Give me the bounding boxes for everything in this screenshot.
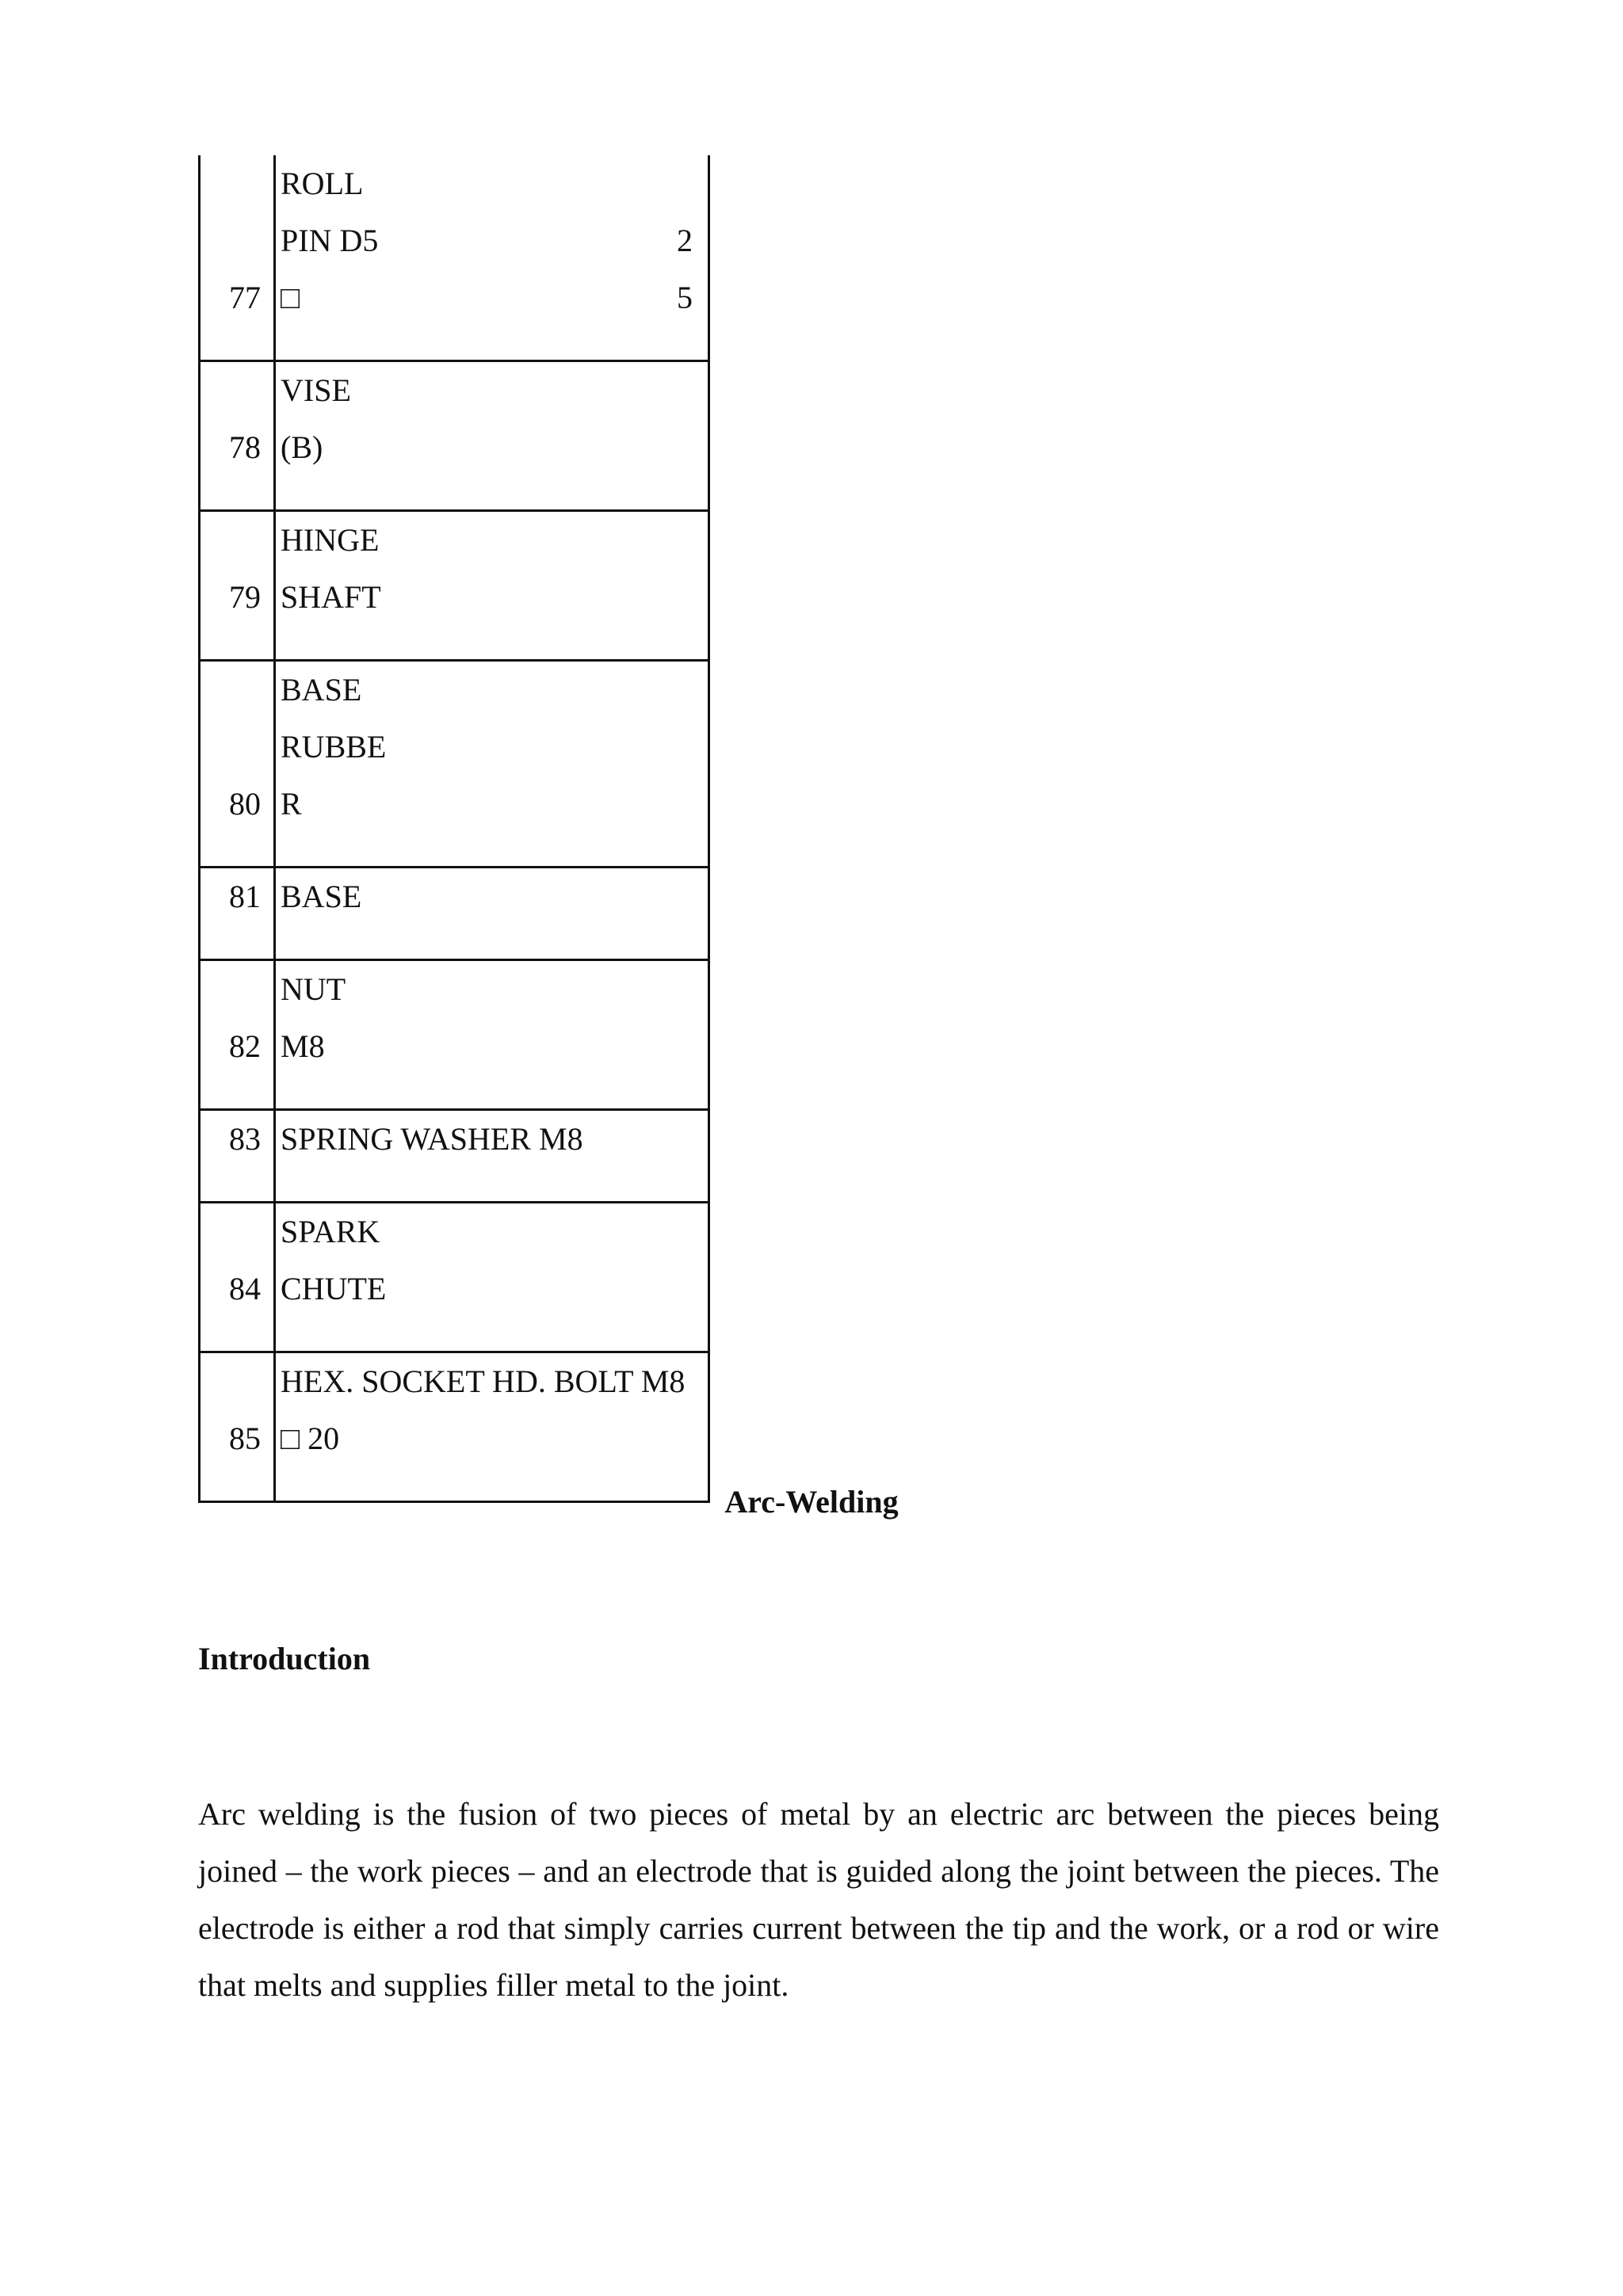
table-row [200,155,709,361]
part-number: 85 [200,1352,275,1502]
description-text: □ [281,280,300,315]
body-paragraph: Arc welding is the fusion of two pieces of metal by an electric arc between the pieces being joined – the work pieces – and an electrode that is guided along the joint between the pieces. The electrode is either a rod that simply carries current between the tip and the work, or a rod or wire that melts and supplies filler metal to the joint. [198,1796,1439,2003]
description-line: ROLL [281,166,364,201]
description-line: RUBBE [281,729,387,765]
description-line: CHUTE [281,1271,387,1306]
table-row [200,1110,709,1203]
part-number: 80 [200,661,275,868]
quantity-value: 5 [677,280,693,315]
description-line: □ 20 [281,1421,340,1456]
description-line: SPARK [281,1214,380,1249]
table-row [200,1203,709,1352]
part-number: 81 [200,868,275,960]
part-description [275,661,709,868]
table-row [200,511,709,661]
description-line: BASE [281,879,362,914]
part-number: 77 [200,155,275,361]
part-description [275,361,709,511]
description-line: HEX. SOCKET HD. BOLT M8 [281,1363,685,1399]
part-number: 78 [200,361,275,511]
description-line [281,212,703,269]
description-line [281,269,703,326]
quantity-value: 2 [677,223,693,258]
part-description [275,868,709,960]
description-line: R [281,786,302,822]
parts-table [198,155,710,1503]
description-line: HINGE [281,522,380,558]
table-row [200,661,709,868]
description-line: M8 [281,1028,325,1064]
description-line: (B) [281,429,323,465]
description-line: VISE [281,372,351,408]
part-description [275,155,709,361]
part-number: 83 [200,1110,275,1203]
description-line: BASE [281,672,362,707]
table-row [200,361,709,511]
description-text: PIN D5 [281,223,379,258]
description-line: SHAFT [281,579,381,615]
table-row [200,960,709,1110]
description-line: SPRING WASHER M8 [281,1121,583,1157]
part-description [275,1203,709,1352]
table-row [200,868,709,960]
part-number: 82 [200,960,275,1110]
intro-heading: Introduction [198,1641,371,1676]
part-number: 84 [200,1203,275,1352]
section-title: Arc-Welding [724,1484,899,1520]
part-number: 79 [200,511,275,661]
part-description [275,960,709,1110]
part-description [275,1110,709,1203]
description-line: NUT [281,971,346,1007]
part-description [275,511,709,661]
